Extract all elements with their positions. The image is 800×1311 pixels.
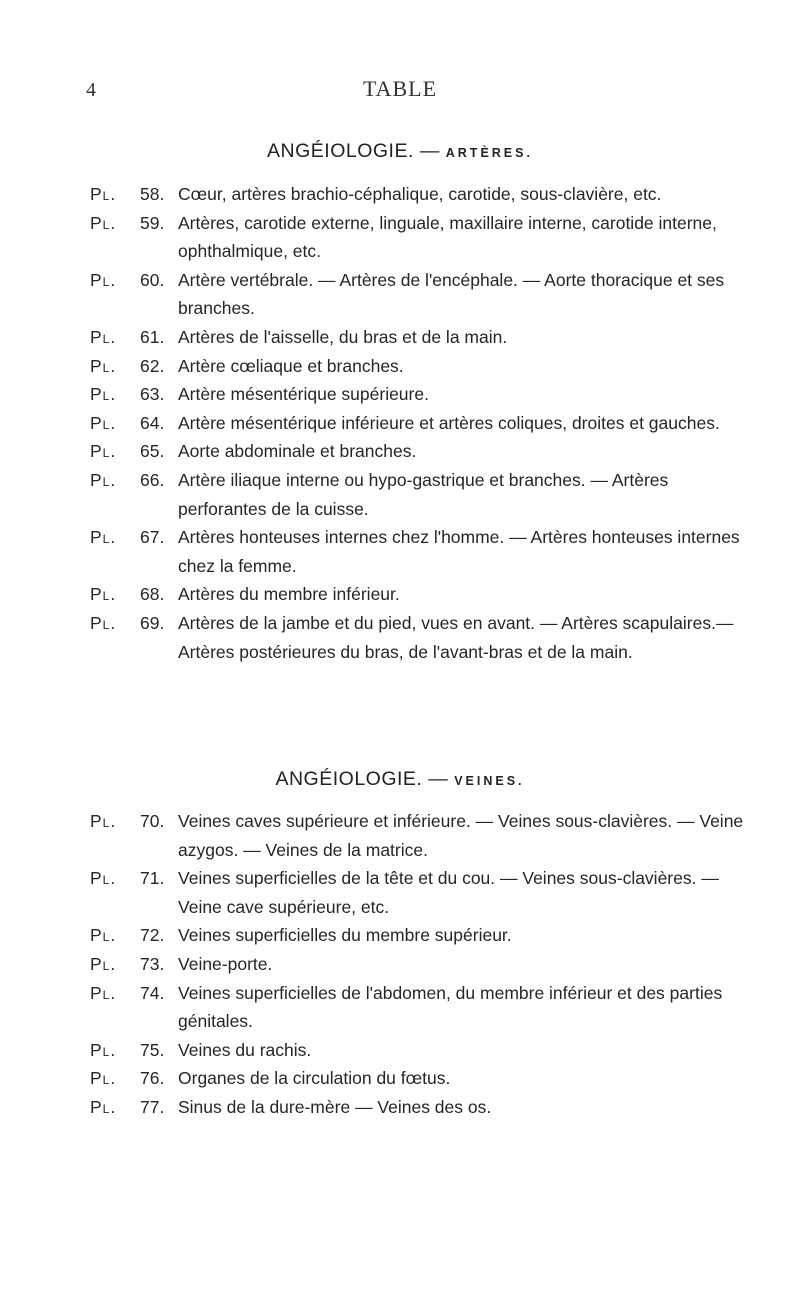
plate-number: 66. <box>140 469 165 490</box>
plate-prefix: Pl. <box>90 269 117 290</box>
entry-description: Artère mésentérique inférieure et artères coliques, droites et gauches. <box>178 412 720 433</box>
table-entry <box>90 864 750 921</box>
plate-number: 73. <box>140 953 165 974</box>
table-entry <box>90 352 750 381</box>
plate-prefix: Pl. <box>90 811 117 831</box>
plate-prefix: Pl. <box>90 953 117 974</box>
plate-prefix: Pl. <box>90 1096 117 1117</box>
table-entry <box>90 1093 750 1122</box>
plate-number: 63. <box>140 384 165 405</box>
table-entry <box>90 323 750 352</box>
plate-number: 75. <box>140 1039 165 1060</box>
entry-description: Artères de l'aisselle, du bras et de la main. <box>178 326 508 347</box>
plate-number: 69. <box>140 612 165 633</box>
plate-prefix: Pl. <box>90 925 117 946</box>
entry-description: Artères honteuses internes chez l'homme. — Artères honteuses internes chez la femme. <box>178 527 740 576</box>
plate-prefix: Pl. <box>90 355 117 376</box>
plate-number: 76. <box>140 1068 165 1089</box>
table-entry <box>90 807 750 864</box>
section-title-arteres <box>0 140 800 163</box>
table-entry <box>90 380 750 409</box>
table-entry <box>90 979 750 1036</box>
table-entry <box>90 466 750 523</box>
plate-prefix: Pl. <box>90 326 117 347</box>
table-entry <box>90 1064 750 1093</box>
plate-prefix: Pl. <box>90 441 117 462</box>
table-entry <box>90 523 750 580</box>
plate-number: 74. <box>140 982 165 1003</box>
plate-prefix: Pl. <box>90 612 117 633</box>
plate-prefix: Pl. <box>90 982 117 1003</box>
plate-number: 62. <box>140 355 165 376</box>
plate-prefix: Pl. <box>90 212 117 233</box>
entry-description: Artère mésentérique supérieure. <box>178 384 429 405</box>
entry-description: Artères de la jambe et du pied, vues en avant. — Artères scapulaires.—Artères postérieures du bras, de l'avant-bras et de la main. <box>178 612 734 662</box>
running-title: TABLE <box>362 76 438 101</box>
table-entry <box>90 1036 750 1065</box>
section-heading: ANGÉIOLOGIE. — <box>275 768 449 790</box>
entry-description: Organes de la circulation du fœtus. <box>178 1068 451 1089</box>
entry-description: Artères, carotide externe, linguale, maxillaire interne, carotide interne, ophthalmique, etc. <box>178 212 717 262</box>
plate-prefix: Pl. <box>90 527 117 548</box>
entry-description: Cœur, artères brachio-céphalique, carotide, sous-clavière, etc. <box>178 184 662 204</box>
plate-number: 65. <box>140 441 165 462</box>
entry-description: Artère vertébrale. — Artères de l'encéphale. — Aorte thoracique et ses branches. <box>178 269 725 319</box>
plate-number: 61. <box>140 326 165 347</box>
table-entry <box>90 609 750 666</box>
plate-number: 68. <box>140 584 165 605</box>
entry-list-veines <box>90 807 750 1122</box>
entry-description: Veine-porte. <box>178 953 273 974</box>
table-entry <box>90 209 750 266</box>
plate-prefix: Pl. <box>90 868 117 889</box>
table-entry <box>90 921 750 950</box>
table-entry <box>90 580 750 609</box>
plate-number: 77. <box>140 1096 165 1117</box>
plate-number: 60. <box>140 269 165 290</box>
plate-number: 59. <box>140 212 165 233</box>
page-number: 4 <box>86 79 96 101</box>
plate-number: 64. <box>140 412 165 433</box>
entry-description: Veines du rachis. <box>178 1039 312 1060</box>
plate-number: 71. <box>140 868 165 889</box>
entry-description: Artères du membre inférieur. <box>178 584 400 605</box>
section-title-veines <box>0 768 800 791</box>
plate-number: 58. <box>140 184 165 204</box>
plate-prefix: Pl. <box>90 469 117 490</box>
entry-description: Aorte abdominale et branches. <box>178 441 417 462</box>
table-entry <box>90 409 750 438</box>
entry-description: Veines superficielles du membre supérieur. <box>178 925 512 946</box>
entry-description: Sinus de la dure-mère — Veines des os. <box>178 1096 492 1117</box>
table-entry <box>90 266 750 323</box>
table-entry <box>90 950 750 979</box>
plate-prefix: Pl. <box>90 412 117 433</box>
entry-description: Artère cœliaque et branches. <box>178 355 404 376</box>
section-subheading: ARTÈRES. <box>445 146 533 160</box>
plate-prefix: Pl. <box>90 184 117 204</box>
plate-number: 72. <box>140 925 165 946</box>
entry-description: Artère iliaque interne ou hypo-gastrique et branches. — Artères perforantes de la cuisse. <box>178 469 669 519</box>
plate-prefix: Pl. <box>90 1068 117 1089</box>
entry-list-arteres <box>90 180 750 666</box>
plate-number: 70. <box>140 811 165 831</box>
plate-prefix: Pl. <box>90 384 117 405</box>
entry-description: Veines caves supérieure et inférieure. — Veines sous-clavières. — Veine azygos. — Veines de la matrice. <box>178 811 744 860</box>
table-entry <box>90 180 750 209</box>
entry-description: Veines superficielles de la tête et du cou. — Veines sous-clavières. — Veine cave supérieure, etc. <box>178 868 719 917</box>
plate-number: 67. <box>140 527 165 548</box>
plate-prefix: Pl. <box>90 1039 117 1060</box>
plate-prefix: Pl. <box>90 584 117 605</box>
section-heading: ANGÉIOLOGIE. — <box>267 140 440 162</box>
section-subheading: VEINES. <box>454 774 525 788</box>
entry-description: Veines superficielles de l'abdomen, du membre inférieur et des parties génitales. <box>178 982 723 1032</box>
table-entry <box>90 437 750 466</box>
